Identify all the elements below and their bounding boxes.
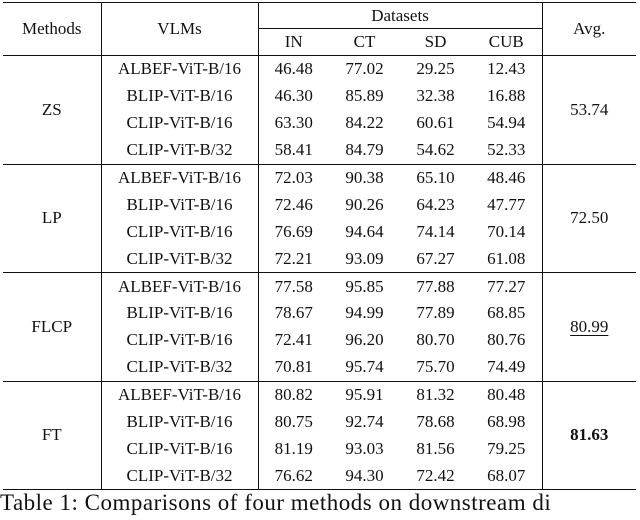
- value-cell: 29.25: [400, 56, 471, 83]
- value-cell: 70.81: [274, 357, 313, 377]
- vlm-cell: CLIP-ViT-B/16: [101, 327, 258, 354]
- value-cell: 94.30: [329, 462, 400, 489]
- avg-cell: [542, 56, 636, 165]
- value-cell: 78.68: [416, 412, 455, 432]
- value-cell: 60.61: [416, 113, 455, 133]
- value-cell: 72.21: [274, 248, 313, 268]
- value-cell: 79.25: [487, 438, 526, 458]
- value-cell: 76.69: [274, 221, 313, 241]
- value-cell: 95.74: [345, 357, 384, 377]
- method-cell: ZS: [3, 56, 101, 165]
- value-cell: 72.46: [274, 194, 313, 214]
- results-table: [3, 2, 636, 490]
- value-cell: 52.33: [487, 140, 526, 160]
- value-cell: 77.27: [471, 273, 542, 300]
- vlm-cell: CLIP-ViT-B/16: [101, 435, 258, 462]
- value-cell: 68.85: [487, 303, 526, 323]
- value-cell: 80.82: [258, 381, 329, 408]
- vlm-cell: CLIP-ViT-B/32: [101, 137, 258, 164]
- value-cell: 58.41: [274, 140, 313, 160]
- value-cell: 64.23: [416, 194, 455, 214]
- value-cell: 47.77: [487, 194, 526, 214]
- table-header: [3, 3, 636, 56]
- value-cell: 46.30: [274, 86, 313, 106]
- vlm-cell: BLIP-ViT-B/16: [101, 409, 258, 436]
- vlm-cell: ALBEF-ViT-B/16: [101, 56, 258, 83]
- value-cell: 75.70: [416, 357, 455, 377]
- value-cell: 74.49: [487, 357, 526, 377]
- value-cell: 72.42: [400, 462, 471, 489]
- value-cell: 48.46: [471, 164, 542, 191]
- value-cell: 77.88: [400, 273, 471, 300]
- value-cell: 77.58: [258, 273, 329, 300]
- header-methods: Methods: [3, 3, 101, 56]
- vlm-cell: CLIP-ViT-B/16: [101, 110, 258, 137]
- vlm-cell: CLIP-ViT-B/32: [101, 354, 258, 381]
- value-cell: 65.10: [400, 164, 471, 191]
- table-body: [3, 56, 636, 490]
- table-row: [3, 273, 636, 300]
- value-cell: 94.99: [345, 303, 384, 323]
- table-row: [3, 56, 636, 83]
- method-cell: LP: [3, 164, 101, 273]
- value-cell: 61.08: [487, 248, 526, 268]
- header-dataset-sd: SD: [424, 32, 447, 51]
- value-cell: 80.70: [416, 330, 455, 350]
- value-cell: 70.14: [487, 221, 526, 241]
- vlm-cell: ALBEF-ViT-B/16: [101, 381, 258, 408]
- value-cell: 80.75: [274, 412, 313, 432]
- vlm-cell: BLIP-ViT-B/16: [101, 191, 258, 218]
- value-cell: 72.03: [258, 164, 329, 191]
- value-cell: 93.09: [345, 248, 384, 268]
- value-cell: 80.76: [487, 330, 526, 350]
- header-dataset-in: IN: [284, 32, 303, 51]
- value-cell: 94.64: [345, 221, 384, 241]
- avg-value: 80.99: [570, 316, 609, 336]
- value-cell: 16.88: [487, 86, 526, 106]
- value-cell: 32.38: [416, 86, 455, 106]
- avg-cell: [542, 381, 636, 490]
- value-cell: 68.98: [487, 412, 526, 432]
- avg-value: 53.74: [570, 99, 609, 119]
- value-cell: 54.62: [416, 140, 455, 160]
- value-cell: 76.62: [258, 462, 329, 489]
- value-cell: 84.79: [345, 140, 384, 160]
- value-cell: 77.89: [416, 303, 455, 323]
- header-dataset-ct: CT: [353, 32, 376, 51]
- value-cell: 96.20: [345, 330, 384, 350]
- value-cell: 46.48: [258, 56, 329, 83]
- value-cell: 78.67: [274, 303, 313, 323]
- value-cell: 81.32: [400, 381, 471, 408]
- table-row: [3, 164, 636, 191]
- value-cell: 67.27: [416, 248, 455, 268]
- vlm-cell: BLIP-ViT-B/16: [101, 300, 258, 327]
- value-cell: 85.89: [345, 86, 384, 106]
- vlm-cell: CLIP-ViT-B/32: [101, 462, 258, 489]
- value-cell: 90.38: [329, 164, 400, 191]
- vlm-cell: BLIP-ViT-B/16: [101, 83, 258, 110]
- value-cell: 95.85: [329, 273, 400, 300]
- avg-value: 72.50: [570, 208, 609, 228]
- value-cell: 63.30: [274, 113, 313, 133]
- value-cell: 77.02: [329, 56, 400, 83]
- vlm-cell: CLIP-ViT-B/32: [101, 245, 258, 272]
- method-cell: FT: [3, 381, 101, 490]
- value-cell: 80.48: [471, 381, 542, 408]
- table-caption: Table 1: Comparisons of four methods on downstream di: [0, 490, 552, 515]
- value-cell: 74.14: [416, 221, 455, 241]
- value-cell: 72.41: [274, 330, 313, 350]
- vlm-cell: CLIP-ViT-B/16: [101, 218, 258, 245]
- header-avg: Avg.: [542, 3, 636, 56]
- value-cell: 93.03: [345, 438, 384, 458]
- header-dataset-cub: CUB: [488, 32, 524, 51]
- value-cell: 95.91: [329, 381, 400, 408]
- value-cell: 84.22: [345, 113, 384, 133]
- avg-cell: [542, 273, 636, 382]
- value-cell: 54.94: [487, 113, 526, 133]
- value-cell: 92.74: [345, 412, 384, 432]
- header-vlms: VLMs: [101, 3, 258, 56]
- avg-value: 81.63: [570, 425, 609, 445]
- value-cell: 81.56: [416, 438, 455, 458]
- vlm-cell: ALBEF-ViT-B/16: [101, 164, 258, 191]
- value-cell: 68.07: [471, 462, 542, 489]
- value-cell: 81.19: [274, 438, 313, 458]
- table-row: [3, 381, 636, 408]
- avg-cell: [542, 164, 636, 273]
- header-datasets: Datasets: [258, 3, 542, 29]
- value-cell: 12.43: [471, 56, 542, 83]
- value-cell: 90.26: [345, 194, 384, 214]
- method-cell: FLCP: [3, 273, 101, 382]
- vlm-cell: ALBEF-ViT-B/16: [101, 273, 258, 300]
